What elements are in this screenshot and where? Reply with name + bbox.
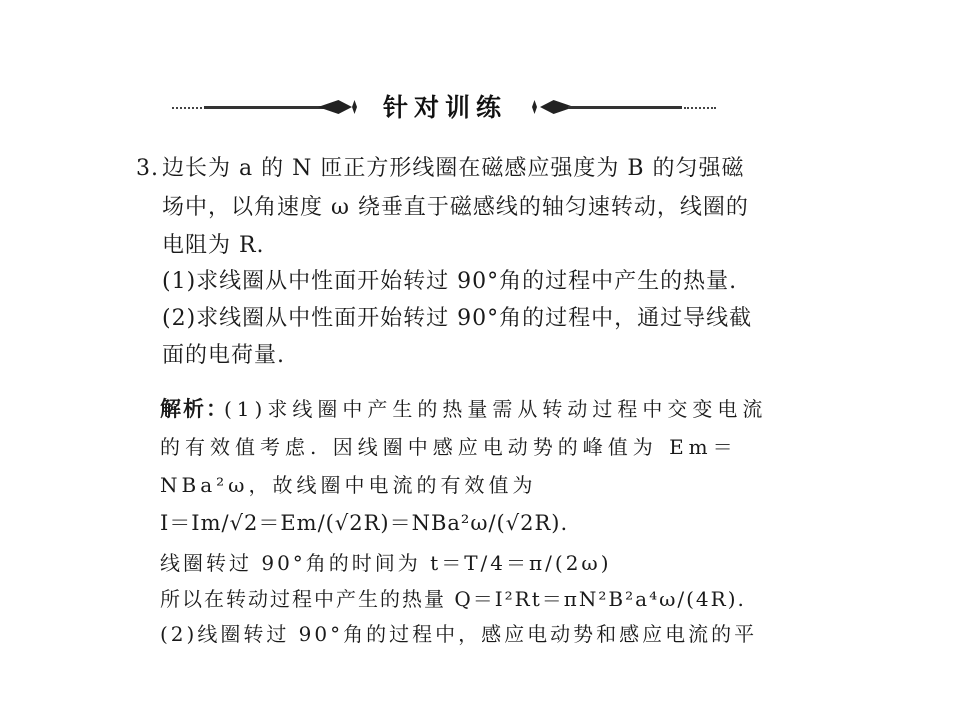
question-part-1: (1)求线圈从中性面开始转过 90°角的过程中产生的热量. bbox=[162, 269, 738, 294]
header-dotted-left bbox=[172, 107, 202, 109]
solution-line-2: 的有效值考虑. 因线圈中感应电动势的峰值为 Em＝ bbox=[160, 435, 738, 459]
solution-line-part-2: (2)线圈转过 90°角的过程中，感应电动势和感应电流的平 bbox=[160, 622, 758, 646]
question-part-2: (2)求线圈从中性面开始转过 90°角的过程中，通过导线截 bbox=[162, 306, 753, 331]
question-number: 3. bbox=[136, 156, 159, 181]
solution-line-time: 线圈转过 90°角的时间为 t＝T/4＝π/(2ω) bbox=[160, 551, 612, 575]
question-line-2: 场中，以角速度 ω 绕垂直于磁感线的轴匀速转动，线圈的 bbox=[162, 195, 749, 220]
question-line-6: 面的电荷量. bbox=[162, 343, 285, 368]
header-diamond-left-icon bbox=[318, 100, 352, 114]
section-header bbox=[170, 90, 720, 126]
header-dot-left-icon bbox=[352, 100, 357, 114]
solution-block bbox=[160, 394, 790, 664]
question-line-1: 边长为 a 的 N 匝正方形线圈在磁感应强度为 B 的匀强磁 bbox=[162, 156, 745, 181]
solution-line-3: NBa²ω，故线圈中电流的有效值为 bbox=[160, 473, 537, 497]
header-dotted-right bbox=[684, 107, 716, 109]
header-rule-right bbox=[568, 106, 682, 109]
solution-label: 解析： bbox=[160, 397, 229, 421]
header-rule-left bbox=[204, 106, 324, 109]
solution-line-heat: 所以在转动过程中产生的热量 Q＝I²Rt＝πN²B²a⁴ω/(4R). bbox=[160, 587, 746, 611]
question-line-3: 电阻为 R. bbox=[162, 233, 265, 258]
question-block bbox=[136, 154, 786, 384]
header-dot-right-icon bbox=[532, 100, 537, 114]
solution-line-1: (1)求线圈中产生的热量需从转动过程中交变电流 bbox=[224, 397, 768, 421]
solution-formula-current: I＝Im/√2＝Em/(√2R)＝NBa²ω/(√2R). bbox=[160, 511, 569, 535]
section-title: 针对训练 bbox=[382, 93, 507, 122]
